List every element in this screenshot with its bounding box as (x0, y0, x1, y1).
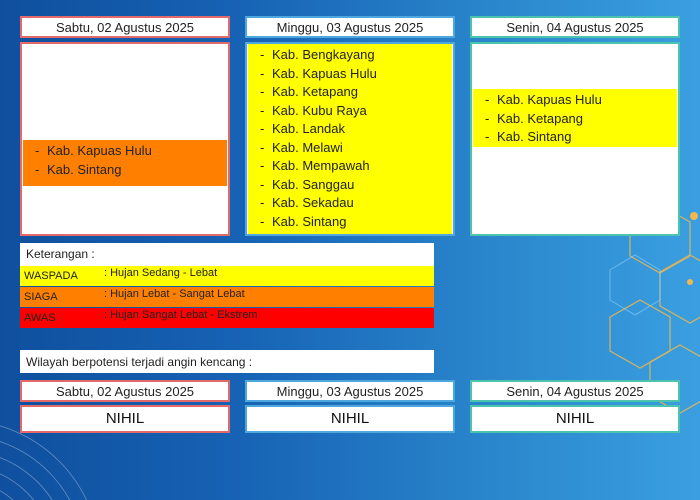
day-panel-3 (470, 42, 680, 236)
wind-title: Wilayah berpotensi terjadi angin kencang : (26, 355, 253, 369)
day-panel-1 (20, 42, 230, 236)
list-item: - Kab. Bengkayang (260, 47, 375, 62)
list-item: - Kab. Landak (260, 121, 346, 136)
region-list (23, 140, 227, 186)
legend-desc: : Hujan Lebat - Sangat Lebat (104, 288, 245, 300)
wind-day-header-1: Sabtu, 02 Agustus 2025 (20, 380, 230, 402)
wind-title-box (20, 350, 434, 373)
list-item: - Kab. Sintang (35, 161, 122, 177)
list-item: - Kab. Kapuas Hulu (485, 92, 602, 107)
legend-row-awas (20, 308, 434, 328)
day-header-1: Sabtu, 02 Agustus 2025 (20, 16, 230, 38)
legend-row-waspada (20, 266, 434, 286)
list-item: - Kab. Ketapang (485, 110, 584, 126)
legend-title: Keterangan : (26, 247, 95, 261)
legend-desc: : Hujan Sangat Lebat - Ekstrem (104, 309, 258, 321)
list-item: - Kab. Sekadau (260, 195, 354, 210)
list-item: - Kab. Kubu Raya (260, 102, 367, 118)
day-panel-2 (245, 42, 455, 236)
list-item: - Kab. Melawi (260, 139, 343, 155)
list-item: - Kab. Sintang (260, 213, 347, 229)
legend-row-siaga (20, 287, 434, 307)
list-item: - Kab. Sanggau (260, 176, 355, 192)
day-header-3: Senin, 04 Agustus 2025 (470, 16, 680, 38)
list-item: - Kab. Sintang (485, 129, 572, 144)
list-item: - Kab. Kapuas Hulu (260, 65, 377, 81)
day-header-2: Minggu, 03 Agustus 2025 (245, 16, 455, 38)
wind-value-2: NIHIL (245, 405, 455, 433)
legend-label: AWAS (24, 312, 56, 324)
legend-label: WASPADA (24, 270, 78, 282)
region-list (473, 89, 677, 147)
legend-desc: : Hujan Sedang - Lebat (104, 267, 218, 279)
list-item: - Kab. Mempawah (260, 158, 370, 173)
wind-day-header-3: Senin, 04 Agustus 2025 (470, 380, 680, 402)
wind-day-header-2: Minggu, 03 Agustus 2025 (245, 380, 455, 402)
legend-title-box (20, 243, 434, 266)
list-item: - Kab. Ketapang (260, 84, 359, 99)
list-item: - Kab. Kapuas Hulu (35, 143, 152, 158)
legend-label: SIAGA (24, 291, 58, 303)
wind-value-1: NIHIL (20, 405, 230, 433)
region-list (248, 44, 452, 234)
wind-value-3: NIHIL (470, 405, 680, 433)
